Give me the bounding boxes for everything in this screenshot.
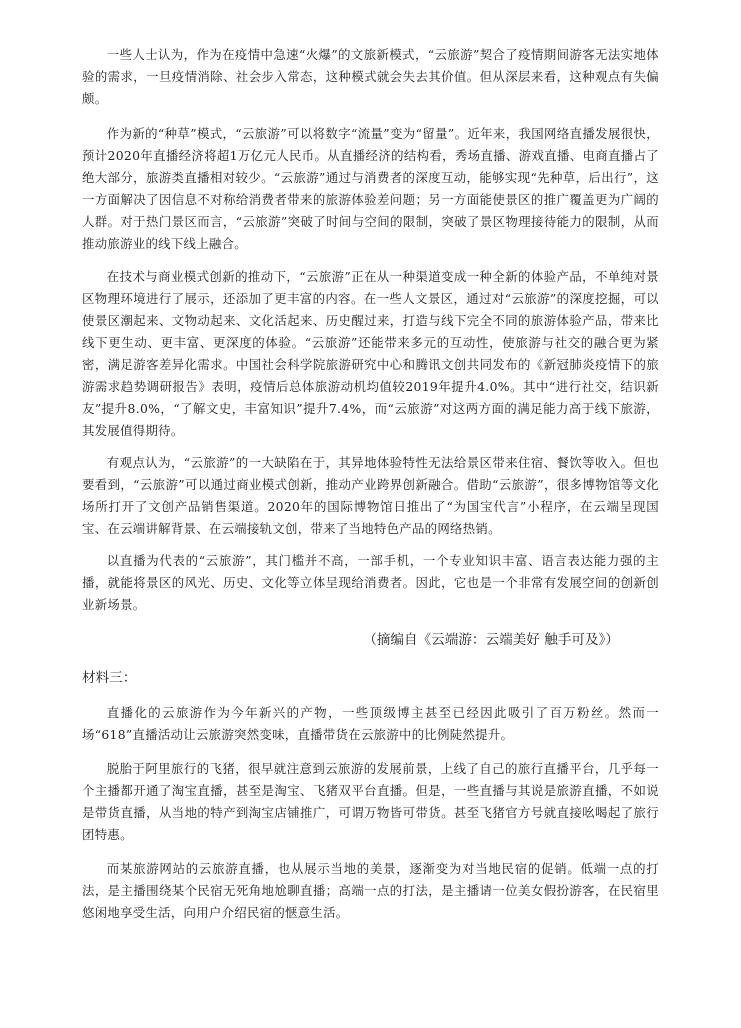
paragraph-tech-innovation: 在技术与商业模式创新的推动下，“云旅游”正在从一种渠道变成一种全新的体验产品，不单纯对景区物理环境进行了展示，还添加了更丰富的内容。在一些人文景区，通过对“云旅游”的深度挖掘，可以使景区潮起来、文物动起来、文化活起来、历史醒过来，打造与线下完全不同的旅游体验产品，带来比线下更生动、更丰富、更深度的体验。“云旅游”还能带来多元的互动性，使旅游与社交的融合更为紧密，满足游客差异化需求。中国社会科学院旅游研究中心和腾讯文创共同发布的《新冠肺炎疫情下的旅游需求趋势调研报告》表明，疫情后总体旅游动机均值较2019年提升4.0%。其中“进行社交，结识新友”提升8.0%，“了解文史，丰富知识”提升7.4%，而“云旅游”对这两方面的满足能力高于线下旅游，其发展值得期待。 [82,269,659,438]
source-citation: （摘编自《云端游：云端美好 触手可及》） [363,632,619,648]
paragraph-fliggy: 脱胎于阿里旅行的飞猪，很早就注意到云旅游的发展前景，上线了自己的旅行直播平台，几乎每一个主播都开通了淘宝直播，甚至是淘宝、飞猪双平台直播。但是，一些直播与其说是旅游直播，不如说是带货直播，从当地的特产到淘宝店铺推广，可谓万物皆可带货。甚至飞猪官方号就直接吆喝起了旅行团特惠。 [82,761,659,842]
paragraph-homestay-promo: 而某旅游网站的云旅游直播，也从展示当地的美景，逐渐变为对当地民宿的促销。低端一点的打法，是主播围绕某个民宿无死角地尬聊直播；高端一点的打法，是主播请一位美女假扮游客，在民宿里悠闲地享受生活，向用户介绍民宿的惬意生活。 [82,861,659,920]
paragraph-live-streaming: 以直播为代表的“云旅游”，其门槛并不高，一部手机，一个专业知识丰富、语言表达能力强的主播，就能将景区的风光、历史、文化等立体呈现给消费者。因此，它也是一个非常有发展空间的创新创业新场景。 [82,553,659,612]
paragraph-seeding-mode: 作为新的“种草”模式，“云旅游”可以将数字“流量”变为“留量”。近年来，我国网络直播发展很快，预计2020年直播经济将超1万亿元人民币。从直播经济的结构看，秀场直播、游戏直播、电商直播占了绝大部分，旅游类直播相对较少。“云旅游”通过与消费者的深度互动，能够实现“先种草，后出行”，这一方面解决了因信息不对称给消费者带来的旅游体验差问题；另一方面能使景区的推广覆盖更为广阔的人群。对于热门景区而言，“云旅游”突破了时间与空间的限制，突破了景区物理接待能力的限制，从而推动旅游业的线下线上融合。 [82,126,659,251]
paragraph-skeptic-view: 一些人士认为，作为在疫情中急速“火爆”的文旅新模式，“云旅游”契合了疫情期间游客无法实地体验的需求，一旦疫情消除、社会步入常态，这种模式就会失去其价值。但从深层来看，这种观点有失偏颇。 [82,47,659,106]
section-heading-material-three: 材料三： [82,670,137,686]
paragraph-business-model: 有观点认为，“云旅游”的一大缺陷在于，其异地体验特性无法给景区带来住宿、餐饮等收入。但也要看到，“云旅游”可以通过商业模式创新，推动产业跨界创新融合。借助“云旅游”，很多博物馆等文化场所打开了文创产品销售渠道。2020年的国际博物馆日推出了“为国宝代言”小程序，在云端呈现国宝、在云端讲解背景、在云端接轨文创，带来了当地特色产品的网络热销。 [82,455,659,536]
paragraph-livestream-trend: 直播化的云旅游作为今年新兴的产物，一些顶级博主甚至已经因此吸引了百万粉丝。然而一场“618”直播活动让云旅游突然变味，直播带货在云旅游中的比例陡然提升。 [82,705,659,742]
